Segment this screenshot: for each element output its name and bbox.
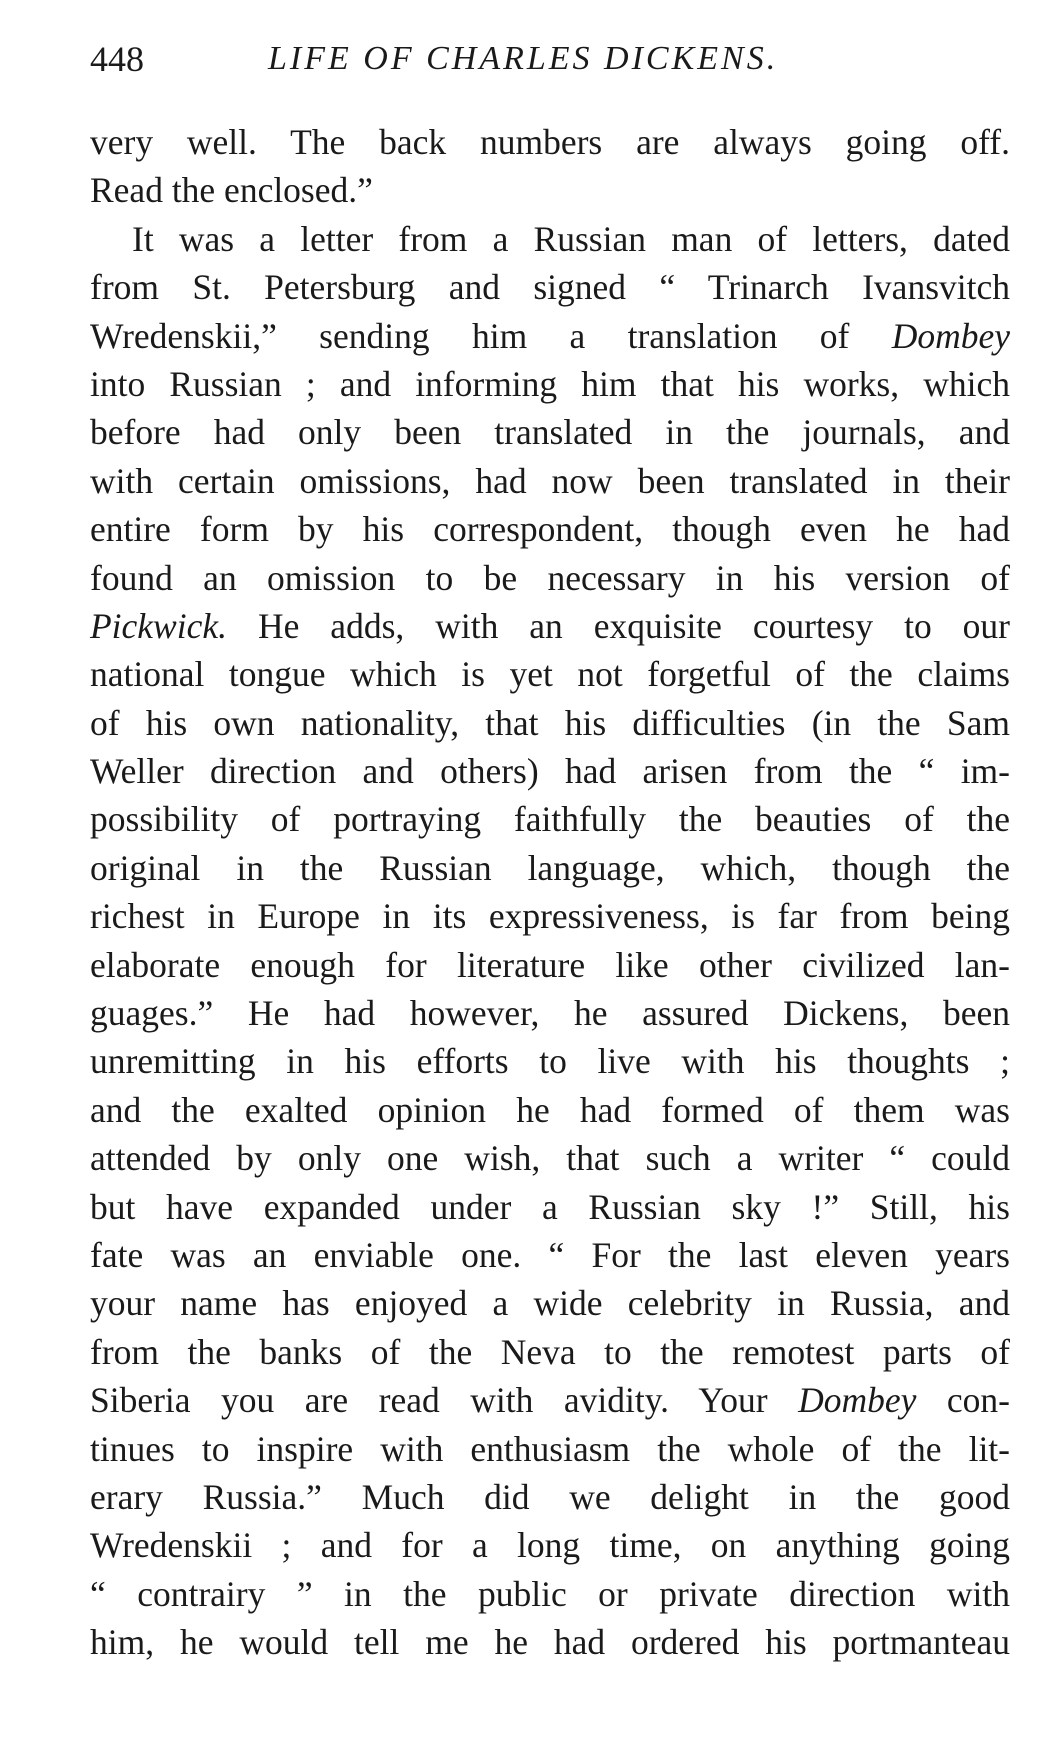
text-segment: very well. The back numbers are always going off. bbox=[90, 122, 1010, 162]
text-segment: your name has enjoyed a wide celebrity in Russia, and bbox=[90, 1283, 1010, 1324]
text-line bbox=[90, 166, 1010, 214]
text-segment: before had only been translated in the journals, and bbox=[90, 412, 1010, 453]
text-line bbox=[90, 1134, 1010, 1182]
italic-text: Dombey bbox=[891, 315, 1010, 356]
italic-text: Dombey bbox=[798, 1380, 917, 1421]
text-segment: him, he would tell me he had ordered his portmanteau bbox=[90, 1622, 1010, 1663]
text-line bbox=[90, 1183, 1010, 1231]
text-line bbox=[90, 650, 1010, 698]
text-segment: Wredenskii ; and for a long time, on anything going bbox=[90, 1525, 1010, 1566]
text-segment: Siberia you are read with avidity. Your bbox=[90, 1380, 799, 1421]
text-line bbox=[90, 1086, 1010, 1134]
text-segment: and the exalted opinion he had formed of them was bbox=[90, 1089, 1010, 1130]
text-line bbox=[90, 457, 1010, 505]
text-segment: Weller direction and others) had arisen from the “ im- bbox=[90, 751, 1010, 792]
text-segment: attended by only one wish, that such a writer “ could bbox=[90, 1138, 1010, 1179]
text-segment: entire form by his correspondent, though even he had bbox=[90, 509, 1010, 550]
text-line bbox=[90, 989, 1010, 1037]
body-text bbox=[90, 118, 1010, 1667]
text-segment: con- bbox=[916, 1380, 1010, 1421]
text-segment: erary Russia.” Much did we delight in the good bbox=[90, 1476, 1010, 1517]
running-title: LIFE OF CHARLES DICKENS. bbox=[268, 40, 779, 77]
text-segment: It was a letter from a Russian man of letters, dated bbox=[132, 218, 1010, 259]
text-segment: found an omission to be necessary in his version of bbox=[90, 557, 1010, 598]
text-segment: tinues to inspire with enthusiasm the whole of the lit- bbox=[90, 1428, 1010, 1469]
text-line bbox=[90, 118, 1010, 166]
text-segment: He adds, with an exquisite courtesy to our bbox=[227, 605, 1010, 646]
text-segment: of his own nationality, that his difficulties (in the Sam bbox=[90, 702, 1010, 743]
text-line bbox=[90, 1521, 1010, 1569]
text-line bbox=[90, 312, 1010, 360]
text-line bbox=[90, 360, 1010, 408]
text-segment: fate was an enviable one. “ For the last eleven years bbox=[90, 1234, 1010, 1275]
text-segment: national tongue which is yet not forgetful of the claims bbox=[90, 654, 1010, 695]
text-line bbox=[90, 941, 1010, 989]
text-line bbox=[90, 1425, 1010, 1473]
text-line bbox=[90, 699, 1010, 747]
text-segment: elaborate enough for literature like other civilized lan- bbox=[90, 944, 1010, 985]
text-line bbox=[90, 1376, 1010, 1424]
text-segment: guages.” He had however, he assured Dickens, been bbox=[90, 993, 1010, 1034]
text-line bbox=[90, 1231, 1010, 1279]
text-line bbox=[90, 215, 1010, 263]
text-line bbox=[90, 1618, 1010, 1666]
text-line bbox=[90, 602, 1010, 650]
text-segment: but have expanded under a Russian sky !” Still, his bbox=[90, 1186, 1010, 1227]
text-segment: original in the Russian language, which, though the bbox=[90, 847, 1010, 888]
text-line bbox=[90, 1328, 1010, 1376]
text-line bbox=[90, 554, 1010, 602]
text-line bbox=[90, 1279, 1010, 1327]
text-segment: “ contrairy ” in the public or private direction with bbox=[90, 1573, 1010, 1614]
text-segment: possibility of portraying faithfully the beauties of the bbox=[90, 799, 1010, 840]
page-header bbox=[90, 34, 1010, 84]
text-line bbox=[90, 892, 1010, 940]
text-segment: Wredenskii,” sending him a translation of bbox=[90, 315, 892, 356]
page-number: 448 bbox=[90, 39, 144, 79]
text-line bbox=[90, 408, 1010, 456]
text-line bbox=[90, 1037, 1010, 1085]
text-segment: Read the enclosed.” bbox=[90, 170, 373, 211]
text-segment: from St. Petersburg and signed “ Trinarch Ivansvitch bbox=[90, 267, 1010, 308]
text-line bbox=[90, 747, 1010, 795]
text-segment: richest in Europe in its expressiveness, is far from being bbox=[90, 896, 1010, 937]
text-line bbox=[90, 844, 1010, 892]
text-segment: unremitting in his efforts to live with his thoughts ; bbox=[90, 1041, 1010, 1082]
text-segment: into Russian ; and informing him that his works, which bbox=[90, 363, 1010, 404]
italic-text: Pickwick. bbox=[90, 605, 227, 646]
text-segment: from the banks of the Neva to the remotest parts of bbox=[90, 1331, 1010, 1372]
text-line bbox=[90, 1473, 1010, 1521]
text-line bbox=[90, 505, 1010, 553]
text-line bbox=[90, 795, 1010, 843]
text-line bbox=[90, 263, 1010, 311]
text-segment: with certain omissions, had now been translated in their bbox=[90, 460, 1010, 501]
text-line bbox=[90, 1570, 1010, 1618]
